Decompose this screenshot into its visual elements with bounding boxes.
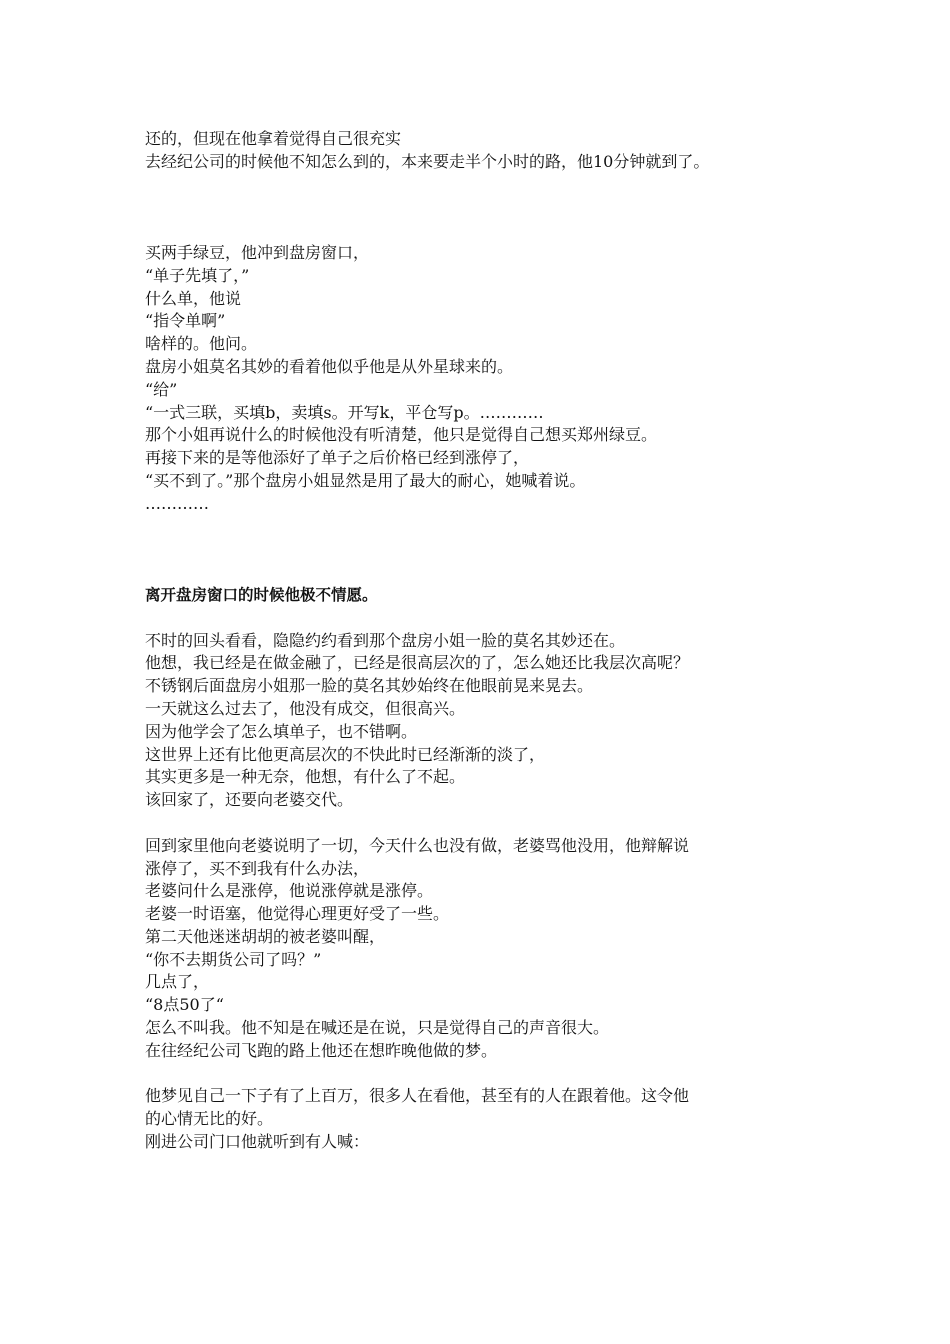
document-body xyxy=(145,128,825,1154)
text-line: ………… xyxy=(145,493,209,513)
text-line: 的心情无比的好。 xyxy=(145,1109,274,1129)
text-line: 回到家里他向老婆说明了一切，今天什么也没有做，老婆骂他没用，他辩解说 xyxy=(145,835,690,855)
blank-line xyxy=(145,219,825,242)
text-line: “买不到了。”那个盘房小姐显然是用了最大的耐心，她喊着说。 xyxy=(145,470,586,490)
text-line: 去经纪公司的时候他不知怎么到的，本来要走半个小时的路，他10分钟就到了。 xyxy=(145,151,710,171)
text-line: 什么单，他说 xyxy=(145,288,242,308)
text-line: 还的，但现在他拿着觉得自己很充实 xyxy=(145,129,402,148)
text-line: 他想，我已经是在做金融了，已经是很高层次的了，怎么她还比我层次高呢？ xyxy=(145,653,690,673)
blank-line xyxy=(145,538,825,561)
text-line: 这世界上还有比他更高层次的不快此时已经渐渐的淡了， xyxy=(145,744,546,764)
blank-line xyxy=(145,561,825,584)
text-line: 涨停了，买不到我有什么办法， xyxy=(145,858,370,878)
text-line: 再接下来的是等他添好了单子之后价格已经到涨停了， xyxy=(145,448,530,468)
text-line: 第二天他迷迷胡胡的被老婆叫醒， xyxy=(145,926,386,946)
blank-line xyxy=(145,174,825,197)
text-line: “指令单啊” xyxy=(145,311,226,331)
text-line: 其实更多是一种无奈，他想，有什么了不起。 xyxy=(145,767,466,787)
text-line: 老婆一时语塞，他觉得心理更好受了一些。 xyxy=(145,904,450,924)
text-line: “8点50了“ xyxy=(145,995,224,1015)
text-line: 买两手绿豆，他冲到盘房窗口， xyxy=(145,242,370,262)
text-line: 该回家了，还要向老婆交代。 xyxy=(145,790,354,810)
blank-line xyxy=(145,196,825,219)
text-line: 几点了， xyxy=(145,972,210,992)
blank-line xyxy=(145,812,825,835)
text-line: 老婆问什么是涨停，他说涨停就是涨停。 xyxy=(145,881,434,901)
text-line: 盘房小姐莫名其妙的看着他似乎他是从外星球来的。 xyxy=(145,356,514,376)
text-line: 在往经纪公司飞跑的路上他还在想昨晚他做的梦。 xyxy=(145,1040,498,1060)
text-line: 不锈钢后面盘房小姐那一脸的莫名其妙始终在他眼前晃来晃去。 xyxy=(145,676,594,696)
text-line: 那个小姐再说什么的时候他没有听清楚，他只是觉得自己想买郑州绿豆。 xyxy=(145,425,658,445)
text-line: 怎么不叫我。他不知是在喊还是在说，只是觉得自己的声音很大。 xyxy=(145,1018,610,1038)
text-line: “单子先填了，” xyxy=(145,265,250,285)
text-line: 不时的回头看看，隐隐约约看到那个盘房小姐一脸的莫名其妙还在。 xyxy=(145,630,626,650)
text-line: 他梦见自己一下子有了上百万，很多人在看他，甚至有的人在跟着他。这令他 xyxy=(145,1086,690,1106)
text-line: “一式三联，买填b，卖填s。开写k，平仓写p。………… xyxy=(145,402,544,422)
text-line: 因为他学会了怎么填单子，也不错啊。 xyxy=(145,721,418,741)
text-line: “你不去期货公司了吗？” xyxy=(145,949,322,969)
blank-line xyxy=(145,516,825,539)
blank-line xyxy=(145,1063,825,1086)
text-line: 刚进公司门口他就听到有人喊： xyxy=(145,1132,370,1152)
text-line: “给” xyxy=(145,379,178,399)
text-line: 一天就这么过去了，他没有成交，但很高兴。 xyxy=(145,698,466,718)
blank-line xyxy=(145,607,825,630)
text-line: 啥样的。他问。 xyxy=(145,334,258,354)
section-heading: 离开盘房窗口的时候他极不情愿。 xyxy=(145,585,378,604)
